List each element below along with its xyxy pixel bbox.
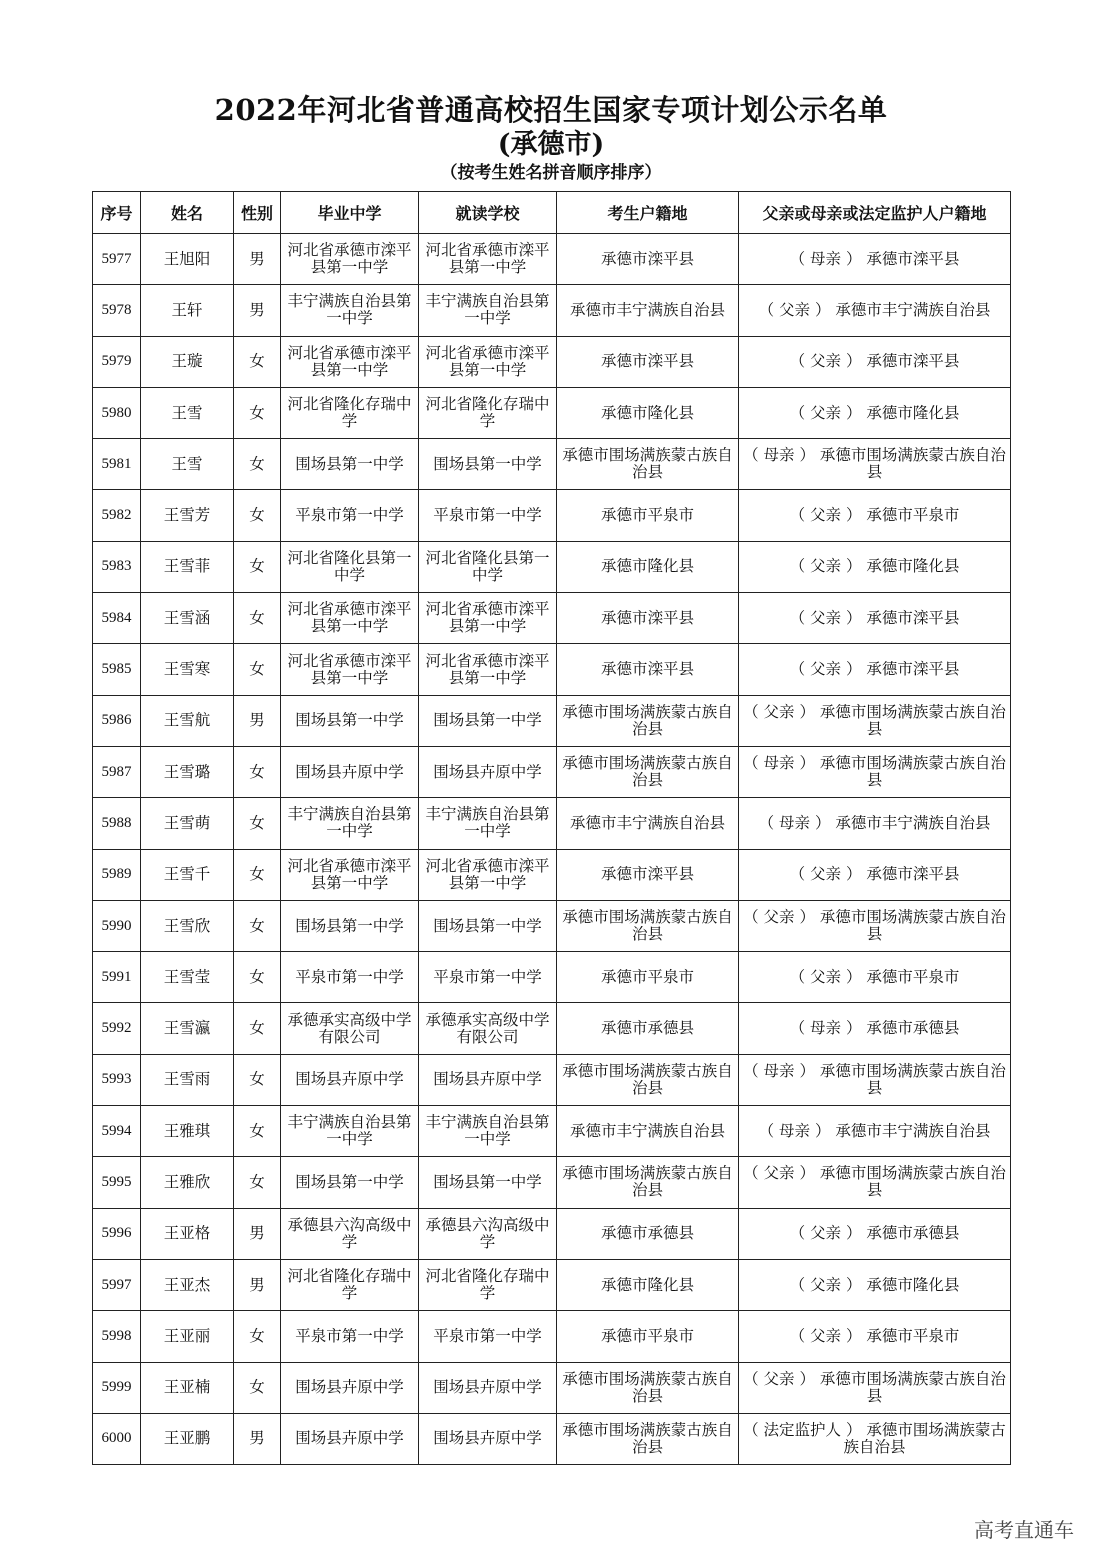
watermark: 高考直通车 [974,1518,1074,1542]
cell-graduation-school: 河北省承德市滦平县第一中学 [281,234,419,285]
cell-current-school: 围场县卉原中学 [419,1054,557,1105]
cell-gender: 女 [234,1054,281,1105]
cell-index: 5993 [93,1054,141,1105]
cell-current-school: 围场县第一中学 [419,695,557,746]
cell-index: 5992 [93,1003,141,1054]
cell-index: 5997 [93,1259,141,1310]
cell-graduation-school: 围场县第一中学 [281,1157,419,1208]
sort-note: （按考生姓名拼音顺序排序） [440,163,662,183]
table-row [93,285,1011,336]
table-row [93,644,1011,695]
cell-student-residence: 承德市滦平县 [557,849,739,900]
table-row [93,1003,1011,1054]
cell-graduation-school: 河北省隆化县第一中学 [281,541,419,592]
document-subtitle: (承德市) [497,129,605,160]
cell-student-residence: 承德市平泉市 [557,952,739,1003]
cell-current-school: 河北省承德市滦平县第一中学 [419,849,557,900]
table-row [93,1259,1011,1310]
cell-student-residence: 承德市平泉市 [557,490,739,541]
cell-graduation-school: 围场县卉原中学 [281,746,419,797]
cell-guardian-residence: （ 父亲 ） 承德市围场满族蒙古族自治县 [739,695,1011,746]
cell-guardian-residence: （ 父亲 ） 承德市滦平县 [739,644,1011,695]
cell-gender: 男 [234,695,281,746]
table-row [93,1106,1011,1157]
cell-student-residence: 承德市围场满族蒙古族自治县 [557,1157,739,1208]
cell-index: 5981 [93,439,141,490]
cell-gender: 男 [234,234,281,285]
table-row [93,849,1011,900]
cell-student-residence: 承德市围场满族蒙古族自治县 [557,1413,739,1464]
cell-index: 5988 [93,798,141,849]
table-row [93,490,1011,541]
cell-index: 5985 [93,644,141,695]
cell-index: 5990 [93,900,141,951]
cell-name: 王雪璐 [141,746,234,797]
cell-name: 王轩 [141,285,234,336]
cell-index: 5994 [93,1106,141,1157]
cell-name: 王亚楠 [141,1362,234,1413]
cell-name: 王亚格 [141,1208,234,1259]
cell-gender: 女 [234,644,281,695]
cell-name: 王雪欣 [141,900,234,951]
cell-current-school: 平泉市第一中学 [419,490,557,541]
cell-index: 5986 [93,695,141,746]
cell-name: 王旭阳 [141,234,234,285]
cell-graduation-school: 丰宁满族自治县第一中学 [281,285,419,336]
cell-guardian-residence: （ 父亲 ） 承德市承德县 [739,1208,1011,1259]
cell-name: 王璇 [141,336,234,387]
cell-current-school: 承德县六沟高级中学 [419,1208,557,1259]
cell-index: 5982 [93,490,141,541]
cell-index: 5987 [93,746,141,797]
cell-gender: 女 [234,746,281,797]
header-gender: 性别 [234,192,281,234]
cell-student-residence: 承德市隆化县 [557,541,739,592]
cell-graduation-school: 平泉市第一中学 [281,952,419,1003]
table-row [93,1362,1011,1413]
cell-current-school: 围场县卉原中学 [419,1362,557,1413]
cell-index: 5995 [93,1157,141,1208]
cell-guardian-residence: （ 母亲 ） 承德市承德县 [739,1003,1011,1054]
cell-guardian-residence: （ 法定监护人 ） 承德市围场满族蒙古族自治县 [739,1413,1011,1464]
cell-gender: 女 [234,490,281,541]
cell-name: 王雪涵 [141,593,234,644]
cell-current-school: 平泉市第一中学 [419,1311,557,1362]
cell-graduation-school: 河北省承德市滦平县第一中学 [281,644,419,695]
header-name: 姓名 [141,192,234,234]
cell-gender: 女 [234,387,281,438]
cell-name: 王亚丽 [141,1311,234,1362]
cell-index: 5991 [93,952,141,1003]
cell-current-school: 围场县第一中学 [419,900,557,951]
cell-gender: 男 [234,1259,281,1310]
cell-current-school: 承德承实高级中学有限公司 [419,1003,557,1054]
cell-graduation-school: 围场县卉原中学 [281,1362,419,1413]
header-index: 序号 [93,192,141,234]
cell-guardian-residence: （ 父亲 ） 承德市平泉市 [739,952,1011,1003]
roster-table [92,191,1011,1465]
table-row [93,541,1011,592]
cell-current-school: 平泉市第一中学 [419,952,557,1003]
cell-current-school: 河北省隆化县第一中学 [419,541,557,592]
cell-name: 王雅琪 [141,1106,234,1157]
table-row [93,387,1011,438]
cell-current-school: 河北省承德市滦平县第一中学 [419,234,557,285]
table-row [93,336,1011,387]
table-row [93,952,1011,1003]
cell-student-residence: 承德市围场满族蒙古族自治县 [557,695,739,746]
cell-student-residence: 承德市隆化县 [557,1259,739,1310]
cell-name: 王雪航 [141,695,234,746]
cell-name: 王雪 [141,439,234,490]
cell-current-school: 河北省承德市滦平县第一中学 [419,336,557,387]
cell-guardian-residence: （ 母亲 ） 承德市丰宁满族自治县 [739,798,1011,849]
cell-student-residence: 承德市围场满族蒙古族自治县 [557,1054,739,1105]
document-title: 2022年河北省普通高校招生国家专项计划公示名单 [214,93,888,127]
table-row [93,593,1011,644]
cell-guardian-residence: （ 父亲 ） 承德市隆化县 [739,541,1011,592]
table-row [93,798,1011,849]
cell-name: 王雪萌 [141,798,234,849]
cell-graduation-school: 丰宁满族自治县第一中学 [281,1106,419,1157]
cell-index: 5996 [93,1208,141,1259]
cell-current-school: 围场县第一中学 [419,1157,557,1208]
cell-name: 王雪雨 [141,1054,234,1105]
cell-index: 5980 [93,387,141,438]
cell-student-residence: 承德市围场满族蒙古族自治县 [557,439,739,490]
cell-graduation-school: 河北省隆化存瑞中学 [281,387,419,438]
cell-name: 王雪莹 [141,952,234,1003]
cell-index: 6000 [93,1413,141,1464]
cell-student-residence: 承德市滦平县 [557,336,739,387]
cell-current-school: 丰宁满族自治县第一中学 [419,285,557,336]
cell-gender: 女 [234,1003,281,1054]
cell-index: 5999 [93,1362,141,1413]
cell-guardian-residence: （ 母亲 ） 承德市围场满族蒙古族自治县 [739,1054,1011,1105]
cell-name: 王雪菲 [141,541,234,592]
cell-gender: 男 [234,1208,281,1259]
cell-index: 5978 [93,285,141,336]
cell-graduation-school: 丰宁满族自治县第一中学 [281,798,419,849]
table-row [93,746,1011,797]
cell-student-residence: 承德市围场满族蒙古族自治县 [557,746,739,797]
cell-graduation-school: 河北省承德市滦平县第一中学 [281,336,419,387]
cell-gender: 女 [234,1157,281,1208]
cell-current-school: 河北省承德市滦平县第一中学 [419,593,557,644]
cell-graduation-school: 围场县第一中学 [281,900,419,951]
table-body [93,234,1011,1465]
cell-guardian-residence: （ 父亲 ） 承德市围场满族蒙古族自治县 [739,1157,1011,1208]
cell-index: 5989 [93,849,141,900]
cell-guardian-residence: （ 父亲 ） 承德市滦平县 [739,849,1011,900]
cell-current-school: 丰宁满族自治县第一中学 [419,1106,557,1157]
cell-student-residence: 承德市丰宁满族自治县 [557,798,739,849]
cell-current-school: 围场县卉原中学 [419,746,557,797]
cell-index: 5984 [93,593,141,644]
cell-graduation-school: 河北省承德市滦平县第一中学 [281,593,419,644]
cell-gender: 女 [234,541,281,592]
table-row [93,1208,1011,1259]
cell-graduation-school: 平泉市第一中学 [281,490,419,541]
cell-current-school: 围场县第一中学 [419,439,557,490]
cell-student-residence: 承德市丰宁满族自治县 [557,285,739,336]
cell-guardian-residence: （ 父亲 ） 承德市围场满族蒙古族自治县 [739,1362,1011,1413]
cell-index: 5983 [93,541,141,592]
cell-guardian-residence: （ 父亲 ） 承德市围场满族蒙古族自治县 [739,900,1011,951]
cell-student-residence: 承德市丰宁满族自治县 [557,1106,739,1157]
table-row [93,1054,1011,1105]
cell-student-residence: 承德市围场满族蒙古族自治县 [557,1362,739,1413]
cell-guardian-residence: （ 母亲 ） 承德市丰宁满族自治县 [739,1106,1011,1157]
cell-gender: 男 [234,1413,281,1464]
header-graduation-school: 毕业中学 [281,192,419,234]
cell-student-residence: 承德市承德县 [557,1208,739,1259]
cell-student-residence: 承德市承德县 [557,1003,739,1054]
cell-student-residence: 承德市平泉市 [557,1311,739,1362]
cell-gender: 男 [234,285,281,336]
table-row [93,900,1011,951]
table-row [93,234,1011,285]
cell-gender: 女 [234,900,281,951]
cell-name: 王雪 [141,387,234,438]
table-row [93,1157,1011,1208]
cell-graduation-school: 围场县第一中学 [281,695,419,746]
cell-graduation-school: 承德县六沟高级中学 [281,1208,419,1259]
cell-gender: 女 [234,1106,281,1157]
cell-current-school: 丰宁满族自治县第一中学 [419,798,557,849]
table-header-row [93,192,1011,234]
cell-gender: 女 [234,336,281,387]
cell-index: 5977 [93,234,141,285]
cell-guardian-residence: （ 母亲 ） 承德市围场满族蒙古族自治县 [739,439,1011,490]
cell-gender: 女 [234,1362,281,1413]
cell-graduation-school: 围场县卉原中学 [281,1054,419,1105]
cell-guardian-residence: （ 父亲 ） 承德市滦平县 [739,336,1011,387]
cell-name: 王雪瀛 [141,1003,234,1054]
header-student-residence: 考生户籍地 [557,192,739,234]
cell-name: 王雅欣 [141,1157,234,1208]
cell-guardian-residence: （ 父亲 ） 承德市平泉市 [739,1311,1011,1362]
cell-guardian-residence: （ 父亲 ） 承德市丰宁满族自治县 [739,285,1011,336]
cell-student-residence: 承德市滦平县 [557,644,739,695]
header-guardian-residence: 父亲或母亲或法定监护人户籍地 [739,192,1011,234]
cell-gender: 女 [234,952,281,1003]
cell-index: 5998 [93,1311,141,1362]
cell-graduation-school: 河北省隆化存瑞中学 [281,1259,419,1310]
cell-guardian-residence: （ 母亲 ） 承德市滦平县 [739,234,1011,285]
cell-graduation-school: 围场县卉原中学 [281,1413,419,1464]
cell-name: 王雪千 [141,849,234,900]
cell-index: 5979 [93,336,141,387]
cell-student-residence: 承德市围场满族蒙古族自治县 [557,900,739,951]
cell-student-residence: 承德市滦平县 [557,234,739,285]
cell-gender: 女 [234,849,281,900]
cell-name: 王雪寒 [141,644,234,695]
header-current-school: 就读学校 [419,192,557,234]
cell-current-school: 河北省隆化存瑞中学 [419,387,557,438]
cell-guardian-residence: （ 父亲 ） 承德市隆化县 [739,1259,1011,1310]
cell-graduation-school: 围场县第一中学 [281,439,419,490]
cell-name: 王亚杰 [141,1259,234,1310]
table-row [93,695,1011,746]
table-row [93,1311,1011,1362]
cell-graduation-school: 平泉市第一中学 [281,1311,419,1362]
cell-graduation-school: 河北省承德市滦平县第一中学 [281,849,419,900]
cell-name: 王亚鹏 [141,1413,234,1464]
cell-student-residence: 承德市隆化县 [557,387,739,438]
cell-guardian-residence: （ 父亲 ） 承德市隆化县 [739,387,1011,438]
cell-gender: 女 [234,798,281,849]
cell-gender: 女 [234,1311,281,1362]
table-row [93,1413,1011,1464]
cell-guardian-residence: （ 父亲 ） 承德市滦平县 [739,593,1011,644]
cell-guardian-residence: （ 母亲 ） 承德市围场满族蒙古族自治县 [739,746,1011,797]
cell-guardian-residence: （ 父亲 ） 承德市平泉市 [739,490,1011,541]
cell-current-school: 围场县卉原中学 [419,1413,557,1464]
cell-current-school: 河北省承德市滦平县第一中学 [419,644,557,695]
cell-current-school: 河北省隆化存瑞中学 [419,1259,557,1310]
cell-student-residence: 承德市滦平县 [557,593,739,644]
cell-name: 王雪芳 [141,490,234,541]
cell-gender: 女 [234,593,281,644]
table-row [93,439,1011,490]
cell-graduation-school: 承德承实高级中学有限公司 [281,1003,419,1054]
cell-gender: 女 [234,439,281,490]
